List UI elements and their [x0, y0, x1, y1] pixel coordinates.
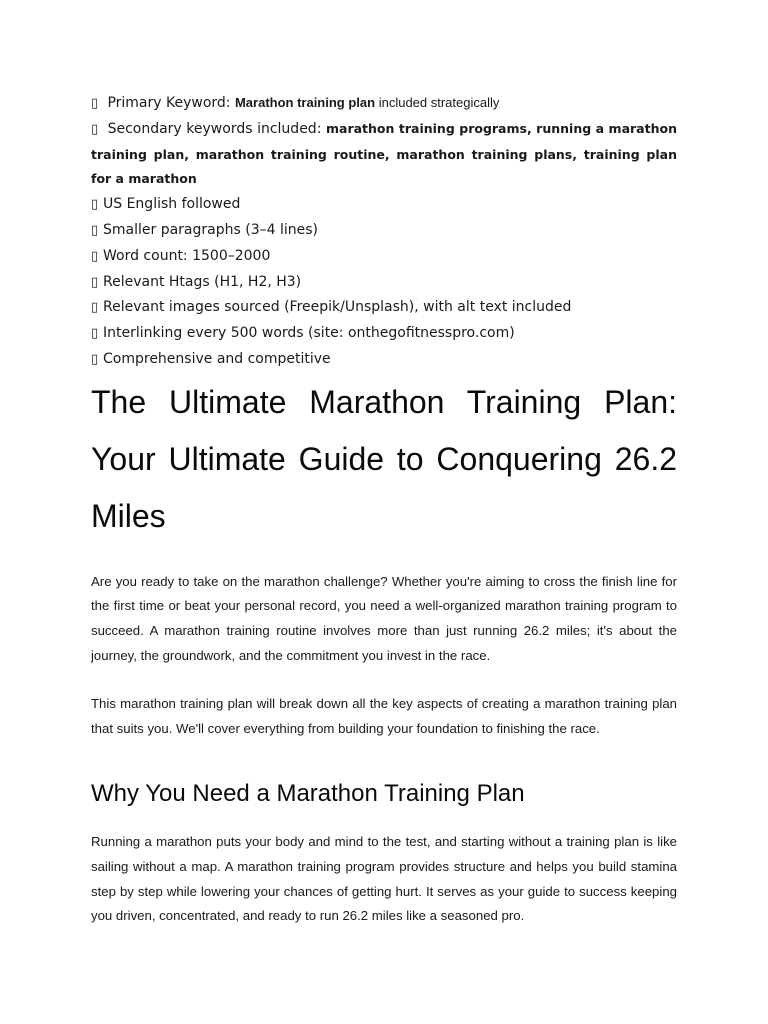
primary-keyword-suffix: included strategically — [375, 95, 500, 110]
checklist-item-text: Relevant Htags (H1, H2, H3) — [103, 273, 302, 290]
checkbox-icon: ▯ — [91, 222, 99, 238]
checklist-label: Secondary keywords included: — [107, 120, 326, 137]
checklist-item-text: Comprehensive and competitive — [103, 350, 331, 367]
article-title: The Ultimate Marathon Training Plan: Your Ultimate Guide to Conquering 26.2 Miles — [91, 383, 677, 534]
checklist-item — [91, 244, 677, 270]
checklist-item-text: US English followed — [103, 196, 241, 213]
section-heading: Why You Need a Marathon Training Plan — [91, 780, 525, 808]
checkbox-icon: ▯ — [91, 326, 99, 342]
checklist-item-text: Smaller paragraphs (3–4 lines) — [103, 221, 318, 238]
checkbox-icon: ▯ — [91, 121, 99, 137]
checklist-item — [91, 192, 677, 218]
checklist-item — [91, 218, 677, 244]
checklist-item — [91, 295, 677, 321]
checklist-item-text: Relevant images sourced (Freepik/Unsplash), with alt text included — [103, 299, 572, 316]
intro-paragraph: Are you ready to take on the marathon challenge? Whether you're aiming to cross the finish line for the first time or beat your personal record, you need a well-organized marathon training program to succeed. A marathon training routine involves more than just running 26.2 miles; it's about the journey, the groundwork, and the commitment you invest in the race. — [91, 573, 677, 663]
checklist-item — [91, 321, 677, 347]
checklist-item-primary-keyword — [91, 91, 677, 117]
document-content — [91, 91, 677, 929]
intro-paragraph: This marathon training plan will break down all the key aspects of creating a marathon training plan that suits you. We'll cover everything from building your foundation to finishing the race. — [91, 696, 677, 736]
checklist-item-text: Interlinking every 500 words (site: onthegofitnesspro.com) — [103, 325, 515, 342]
secondary-keywords: marathon training programs, running a marathon training plan, marathon training routine, marathon training plans, training plan for a marathon — [91, 120, 677, 187]
primary-keyword: Marathon training plan — [234, 95, 376, 110]
checklist-item — [91, 347, 677, 373]
checklist-label: Primary Keyword: — [107, 95, 235, 111]
checklist-item — [91, 270, 677, 296]
section-paragraph: Running a marathon puts your body and mind to the test, and starting without a training plan is like sailing without a map. A marathon training program provides structure and helps you build stamina step by step while lowering your chances of getting hurt. It serves as your guide to success keeping you driven, concentrated, and ready to run 26.2 miles like a seasoned pro. — [91, 834, 677, 924]
checkbox-icon: ▯ — [91, 300, 99, 316]
checkbox-icon: ▯ — [91, 351, 99, 367]
seo-checklist — [91, 91, 677, 373]
checkbox-icon: ▯ — [91, 96, 99, 111]
checkbox-icon: ▯ — [91, 248, 99, 264]
checkbox-icon: ▯ — [91, 274, 99, 290]
checkbox-icon: ▯ — [91, 197, 99, 213]
checklist-item-secondary-keywords — [91, 117, 677, 192]
checklist-item-text: Word count: 1500–2000 — [103, 247, 271, 264]
